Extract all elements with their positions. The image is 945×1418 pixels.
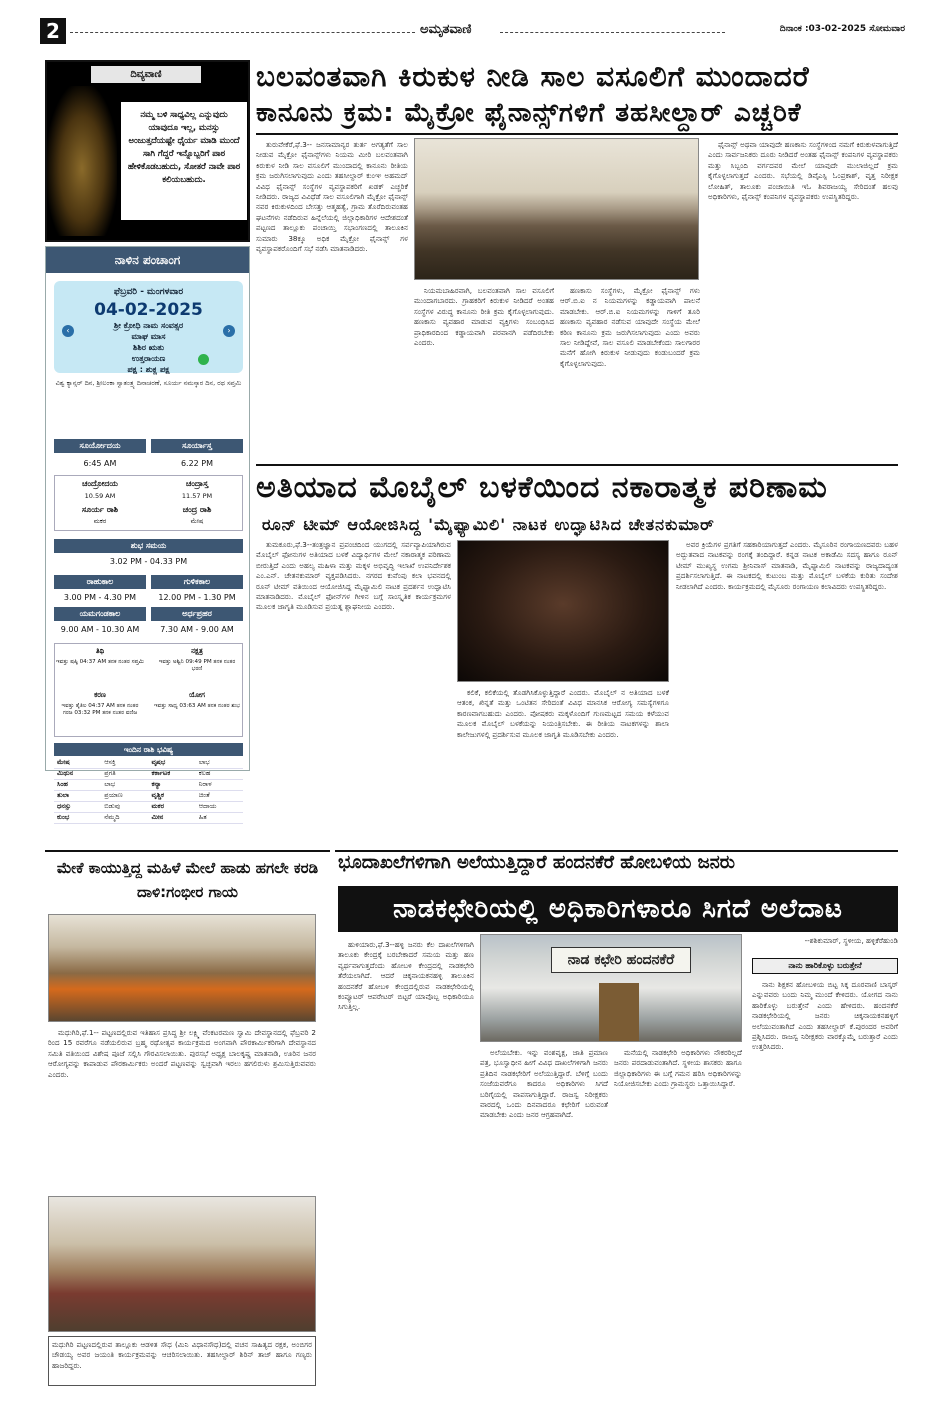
rashi-name: ಸಿಂಹ xyxy=(57,780,68,788)
rashi-row xyxy=(54,802,243,813)
divyavani-quote: ನಮ್ಮ ಬಳಿ ಸಾಧ್ಯವಿಲ್ಲ ಎನ್ನುವುದು ಯಾವುದೂ ಇಲ್ಲ, ಮನಸ್ಸು ಅಂಜುತ್ತದೆಯಷ್ಟೇ ಧೈರ್ಯ ಮಾಡಿ ಮುಂದೆ ಸಾಗಿ ಗೆದ್ದರೆ ಇನ್ನೊಬ್ಬರಿಗೆ ಪಾಠ ಹೇಳಿಕೊಡಬಹುದು, ಸೋತರೆ ನಾವೇ ಪಾಠ ಕಲಿಯಬಹುದು. xyxy=(121,102,247,220)
rashi-prediction: ಲಾಭ xyxy=(198,758,210,766)
month-day: ಫೆಬ್ರವರಿ - ಮಂಗಳವಾರ xyxy=(113,287,184,297)
article3-body-text: ಮಧುಗಿರಿ,ಫೆ.1-- ಪಟ್ಟಣದಲ್ಲಿರುವ ಇತಿಹಾಸ ಪ್ರಸಿದ್ಧ ಶ್ರೀ ಲಕ್ಷ್ಮಿ ವೆಂಕಟರಮಣ ಸ್ವಾಮಿ ದೇವಸ್ಥಾನದಲ್ಲಿ ಫೆಬ್ರವರಿ 2 ರಿಂದ 15 ರವರೆಗೂ ನಡೆಯಲಿರುವ ಬ್ರಹ್ಮ ರಥೋತ್ಸವ ಕಾರ್ಯಕ್ರಮದ ಅಂಗವಾಗಿ ಪೌರಕಾರ್ಮಿಕರಿಗಾಗಿ ದೇವಸ್ಥಾನದ ಸಮಿತಿ ವತಿಯಿಂದ ವಿಶೇಷ ಪೂಜೆ ಸಲ್ಲಿಸಿ ಗೌರವಿಸಲಾಯಿತು. ಪುರಸಭೆ ಅಧ್ಯಕ್ಷ ಬಾಲಕೃಷ್ಣ ಮಾತನಾಡಿ, ಊರಿನ ಜನರ ಆರೋಗ್ಯವನ್ನು ಕಾಪಾಡುವ ಪೌರಕಾರ್ಮಿಕರು ಅಂದರೆ ಪಟ್ಟಣವನ್ನು ಸ್ವಚ್ಛವಾಗಿ ಇರಲು ಹಗಲಿರುಳು ಶ್ರಮಿಸುತ್ತಿರುವವರು ಎಂದರು. xyxy=(48,1028,316,1079)
rashi-row xyxy=(54,769,243,780)
masa: ಮಾಘ ಮಾಸ xyxy=(131,332,166,341)
article3-headline: ಮೇಕೆ ಕಾಯುತ್ತಿದ್ದ ಮಹಿಳೆ ಮೇಲೆ ಹಾಡು ಹಗಲೇ ಕರಡಿ ದಾಳಿ:ಗಂಭೀರ ಗಾಯ xyxy=(56,859,319,901)
article1-col4 xyxy=(708,140,898,458)
article4-col2 xyxy=(480,1048,608,1380)
office-door xyxy=(599,983,639,1041)
rashi-name: ತುಲಾ xyxy=(57,791,70,799)
article1-col2-text: ನಿಯಮಬಾಹಿರವಾಗಿ, ಬಲವಂತವಾಗಿ ಸಾಲ ವಸೂಲಿಗೆ ಮುಂದಾಗಬಾರದು. ಗ್ರಾಹಕರಿಗೆ ಕಿರುಕುಳ ನೀಡಿದರೆ ಅಂತಹ ಸಂಸ್ಥೆಗಳ ವಿರುದ್ಧ ಕಾನೂನು ರೀತಿ ಕ್ರಮ ಕೈಗೊಳ್ಳಲಾಗುವುದು. ಹಣಕಾಸು ವ್ಯವಹಾರ ಮಾಡುವ ವ್ಯಕ್ತಿಗಳು ಸಂಬಂಧಿಸಿದ ಪ್ರಾಧಿಕಾರದಿಂದ ಕಡ್ಡಾಯವಾಗಿ ಪರವಾನಗಿ ಪಡೆದಿರಬೇಕು ಎಂದರು. xyxy=(414,286,554,348)
article2-headline: ಅತಿಯಾದ ಮೊಬೈಲ್ ಬಳಕೆಯಿಂದ ನಕಾರಾತ್ಮಕ ಪರಿಣಾಮ xyxy=(256,470,828,505)
rashi-row xyxy=(54,813,243,824)
article1-col4-text: ಫೈನಾನ್ಸ್ ಅಥವಾ ಯಾವುದೇ ಹಣಕಾಸು ಸಂಸ್ಥೆಗಳಿಂದ ನಮಗೆ ಕಿರುಕುಳವಾಗುತ್ತಿದೆ ಎಂದು ಸಾರ್ವಜನಿಕರು ದೂರು ನೀಡಿದರೆ ಅಂತಹ ಫೈನಾನ್ಸ್ ಕಂಪನಿಗಳ ವ್ಯವಸ್ಥಾಪಕರು ಮತ್ತು ಸಿಬ್ಬಂದಿ ವರ್ಗದವರ ಮೇಲೆ ಯಾವುದೇ ಮುಲಾಜಿಲ್ಲದೆ ಕ್ರಮ ಕೈಗೊಳ್ಳಲಾಗುತ್ತದೆ ಎಂದರು. ಸಭೆಯಲ್ಲಿ ಡಿವೈಎಸ್ಪಿ ಓಂಪ್ರಕಾಶ್, ವೃತ್ತ ನಿರೀಕ್ಷಕ ಲೋಹಿತ್, ತಾಲೂಕು ಪಂಚಾಯಿತಿ ಇಓ ಶಿವರಾಜಯ್ಯ ಸೇರಿದಂತೆ ಹಲವು ಅಧಿಕಾರಿಗಳು, ಫೈನಾನ್ಸ್ ಕಂಪನಿಗಳ ವ್ಯವಸ್ಥಾಪಕರು ಉಪಸ್ಥಿತರಿದ್ದರು. xyxy=(708,140,898,202)
nakshatra-value: ಇವತ್ತು ಅಶ್ವಿನಿ 09:49 PM ತನಕ ನಂತರ ಭರಣಿ xyxy=(158,659,236,672)
sunset-label: ಸೂರ್ಯಾಸ್ತ xyxy=(151,439,243,453)
article2-col1-text: ತುಮಕೂರು,ಫೆ.3--ತಂತ್ರಜ್ಞಾನ ಪ್ರಪಂಚದಿಂದ ಯುಗದಲ್ಲಿ ಸರ್ವವ್ಯಾಪಿಯಾಗಿರುವ ಮೊಬೈಲ್ ಫೋನುಗಳ ಅತಿಯಾದ ಬಳಕೆ ವಿದ್ಯಾರ್ಥಿಗಳ ಮೇಲೆ ನಕಾರಾತ್ಮಕ ಪರಿಣಾಮ ಬೀರುತ್ತಿದೆ ಎಂದು ಅಹಲ್ಯ ಮಹಿಳಾ ಮತ್ತು ಮಕ್ಕಳ ಅಭಿವೃದ್ಧಿ ಇಲಾಖೆ ಉಪನಿರ್ದೇಶಕ ಎಂ.ಎನ್. ಚೇತನಕುಮಾರ್ ವ್ಯಕ್ತಪಡಿಸಿದರು. ನಗರದ ಕುವೆಂಪು ಕಲಾ ಭವನದಲ್ಲಿ ರೂನ್ ಟೀಮ್ ವತಿಯಿಂದ ಆಯೋಜಿಸಿದ್ದ ಮೈಫ್ಯಾಮಿಲಿ ನಾಟಕ ಪ್ರದರ್ಶನ ಉದ್ಘಾಟಿಸಿ ಮಾತನಾಡಿದರು. ಮೊಬೈಲ್ ಫೋನ್‌ಗಳ ಗೀಳಿನ ಬಗ್ಗೆ ಸಾಂಸ್ಕೃತಿಕ ಕಾರ್ಯಕ್ರಮಗಳ ಮೂಲಕ ಜಾಗೃತಿ ಮೂಡಿಸುವ ಪ್ರಯತ್ನ ಶ್ಲಾಘನೀಯ ಎಂದರು. xyxy=(256,540,451,612)
stage-photo xyxy=(457,540,669,682)
group-photo-1 xyxy=(48,914,316,1022)
rashi-prediction: ಬಿಡುವು xyxy=(104,802,121,810)
sunset-time: 6.22 PM xyxy=(180,459,214,468)
rashi-prediction: ಪ್ರಗತಿ xyxy=(104,769,116,777)
article1-headline-line2: ಕಾನೂನು ಕ್ರಮ: ಮೈಕ್ರೋ ಫೈನಾನ್ಸ್‌ಗಳಿಗೆ ತಹಸೀಲ್ದಾರ್ ಎಚ್ಚರಿಕೆ xyxy=(256,98,802,128)
chandra-rashi: ಮೇಷ xyxy=(190,517,204,525)
karana-value: ಇವತ್ತು ತೈತಿಲ 04:37 AM ತನಕ ನಂತರ ಗರಜ 03:32 PM ತನಕ ನಂತರ ವಣಿಜ xyxy=(61,703,139,716)
article1-rule xyxy=(256,133,898,135)
article2-subhead: ರೂನ್ ಟೀಮ್ ಆಯೋಜಿಸಿದ್ದ 'ಮೈಫ್ಯಾಮಿಲಿ' ನಾಟಕ ಉದ್ಘಾಟಿಸಿದ ಚೇತನಕುಮಾರ್ xyxy=(262,515,715,534)
article2-col3-text: ಅವರ ಕ್ರಿಯೆಗಳ ಪ್ರಗತಿಗೆ ಸಹಕಾರಿಯಾಗುತ್ತದೆ ಎಂದರು. ಮೈಸೂರಿನ ರಂಗಾಯಣದವರು ಬಹಳ ಅದ್ಭುತವಾದ ನಾಟಕವನ್ನು ರಂಗಕ್ಕೆ ತಂದಿದ್ದಾರೆ. ಕನ್ನಡ ನಾಟಕ ಅಕಾಡೆಮಿ ಸದಸ್ಯ ಹಾಗೂ ರೂನ್ ಟೀಮ್ ಮುಖ್ಯಸ್ಥ ಉಗಮ ಶ್ರೀನಿವಾಸ್ ಮಾತನಾಡಿ, ಮೈಫ್ಯಾಮಿಲಿ ನಾಟಕವನ್ನು ರಾಜ್ಯದಾದ್ಯಂತ ಪ್ರದರ್ಶಿಸಲಾಗುತ್ತಿದೆ. ಈ ನಾಟಕದಲ್ಲಿ ಕುಟುಂಬ ಮತ್ತು ಮೊಬೈಲ್ ಬಳಕೆಯ ಕುರಿತು ಸಂದೇಶ ನೀಡಲಾಗಿದೆ ಎಂದರು. ಕಾರ್ಯಕ್ರಮದಲ್ಲಿ ಮೈಸೂರು ರಂಗಾಯಣ ಕಲಾವಿದರು ಉಪಸ್ಥಿತರಿದ್ದರು. xyxy=(676,540,898,591)
rashi-prediction: ಆದಾಯ xyxy=(198,802,217,810)
rashi-name: ಕನ್ಯಾ xyxy=(151,780,162,788)
meeting-photo xyxy=(414,138,699,280)
panchanga-date-card xyxy=(54,281,243,373)
article2-col3 xyxy=(676,540,898,844)
article4-byline: --ಶಶಿಕುಮಾರ್, ಸ್ಥಳೀಯ, ಹಳ್ಳಿಕೆರೆಹುಂಡಿ xyxy=(804,936,898,945)
rashi-row xyxy=(54,758,243,769)
surya-rashi: ಮಕರ xyxy=(93,517,107,525)
rashi-name: ಮಿಥುನ xyxy=(57,769,74,777)
rahu-label: ರಾಹುಕಾಲ xyxy=(54,575,146,589)
article1-col3-text: ಹಣಕಾಸು ಸಂಸ್ಥೆಗಳು, ಮೈಕ್ರೋ ಫೈನಾನ್ಸ್ ಗಳು ಆರ್.ಬಿ.ಐ ನ ನಿಯಮಗಳನ್ನು ಕಡ್ಡಾಯವಾಗಿ ಪಾಲನೆ ಮಾಡಬೇಕು. ಆರ್.ಬಿ.ಐ ನಿಯಮಗಳನ್ನು ಗಾಳಿಗೆ ತೂರಿ ಹಣಕಾಸು ವ್ಯವಹಾರ ನಡೆಸುವ ಯಾವುದೇ ಸಂಸ್ಥೆಯ ಮೇಲೆ ಕಠಿಣ ಕಾನೂನು ಕ್ರಮ ಜರುಗಿಸಲಾಗುವುದು ಎಂದು ಅವರು ಸಾಲ ನೀಡಿದ್ದೇವೆ, ಸಾಲ ವಸೂಲಿ ಮಾಡಬೇಕೆಂದು ಸಾಲಗಾರರ ಮನೆಗೆ ಹೋಗಿ ಕಿರುಕುಳ ನೀಡುವುದು ಕಂಡುಬಂದರೆ ಕ್ರಮ ಕೈಗೊಳ್ಳಲಾಗುವುದು. xyxy=(560,286,700,368)
article4-col3 xyxy=(614,1048,742,1380)
whatsapp-icon[interactable] xyxy=(198,354,209,365)
divyavani-box xyxy=(45,60,250,242)
ardha-label: ಅರ್ಧಪ್ರಹರ xyxy=(151,607,243,621)
rashi-name: ವೃಷಭ xyxy=(151,758,166,766)
rashi-prediction: ಕಲಹ xyxy=(198,769,211,777)
yama-time: 9.00 AM - 10.30 AM xyxy=(60,625,140,634)
moonset-time: 11.57 PM xyxy=(181,492,213,500)
article4-col4 xyxy=(752,936,898,956)
article2-col1 xyxy=(256,540,451,844)
gulika-label: ಗುಳಿಕಕಾಲ xyxy=(151,575,243,589)
article4-col3-text: ಮನೆಯಲ್ಲಿ ನಾಡಕಛೇರಿ ಅಧಿಕಾರಿಗಳು ನೌಕರರಿಲ್ಲದೆ ಜನರು ಪರದಾಡುವಂತಾಗಿದೆ. ಸ್ಥಳೀಯ ಶಾಸಕರು ಹಾಗೂ ಜಿಲ್ಲಾಧಿಕಾರಿಗಳು ಈ ಬಗ್ಗೆ ಗಮನ ಹರಿಸಿ ಅಧಿಕಾರಿಗಳನ್ನು ನಿಯೋಜಿಸಬೇಕು ಎಂದು ಗ್ರಾಮಸ್ಥರು ಒತ್ತಾಯಿಸಿದ್ದಾರೆ. xyxy=(614,1048,742,1089)
rashi-name: ವೃಶ್ಚಿಕ xyxy=(151,791,164,799)
rashi-title: ಇಂದಿನ ರಾಶಿ ಭವಿಷ್ಯ xyxy=(54,743,243,756)
article3-caption xyxy=(48,1336,316,1386)
rashi-name: ಕರ್ಕಾಟಕ xyxy=(151,769,171,777)
header-divider-left xyxy=(70,32,415,33)
office-photo xyxy=(480,934,742,1042)
rashi-name: ಮೀನ xyxy=(151,813,164,821)
article3-rule xyxy=(45,850,330,852)
tithi-grid xyxy=(54,643,243,737)
sunrise-time: 6:45 AM xyxy=(83,459,117,468)
sunrise-label: ಸೂರ್ಯೋದಯ xyxy=(54,439,146,453)
article4-headline-line2: ನಾಡಕಛೇರಿಯಲ್ಲಿ ಅಧಿಕಾರಿಗಳಾರೂ ಸಿಗದೆ ಅಲೆದಾಟ xyxy=(338,886,898,932)
article4-headline-line1: ಭೂದಾಖಲೆಗಳಿಗಾಗಿ ಅಲೆಯುತ್ತಿದ್ದಾರೆ ಹಂದನಕೆರೆ ಹೋಬಳಿಯ ಜನರು xyxy=(338,852,898,873)
divyavani-title: ದಿವ್ಯವಾಣಿ xyxy=(91,66,201,83)
moonrise-label: ಚಂದ್ರೋದಯ xyxy=(82,479,118,488)
ayana: ಉತ್ತರಾಯಣ xyxy=(131,354,166,363)
article4-col2-text: ಅಲೆಯಬೇಕು. ಇನ್ನು ವಂಶವೃಕ್ಷ, ಜಾತಿ ಪ್ರಮಾಣ ಪತ್ರ, ಭೂಸ್ವಾಧೀನ ಹೀಗೆ ವಿವಿಧ ದಾಖಲೆಗಳಿಗಾಗಿ ಜನರು ಪ್ರತಿದಿನ ನಾಡಕಛೇರಿಗೆ ಅಲೆಯುತ್ತಿದ್ದಾರೆ. ಬೆಳಿಗ್ಗೆ ಬಂದು ಸಂಜೆಯವರೆಗೂ ಕಾದರೂ ಅಧಿಕಾರಿಗಳು ಸಿಗದೆ ಬರಿಗೈಯಲ್ಲಿ ವಾಪಸಾಗುತ್ತಿದ್ದಾರೆ. ರಾಜಸ್ವ ನಿರೀಕ್ಷಕರು ವಾರದಲ್ಲಿ ಒಂದು ದಿನವಾದರೂ ಕಛೇರಿಗೆ ಬರುವಂತೆ ಮಾಡಬೇಕು ಎಂದು ಜನರ ಆಗ್ರಹವಾಗಿದೆ. xyxy=(480,1048,608,1120)
rashi-name: ಮಕರ xyxy=(151,802,165,810)
article1-col2 xyxy=(414,286,554,458)
rashi-prediction: ನಿರಾಳ xyxy=(198,780,212,788)
office-sign: ನಾಡ ಕಛೇರಿ ಹಂದನಕೆರೆ xyxy=(551,947,691,973)
group-photo-2 xyxy=(48,1196,316,1332)
article1-col3 xyxy=(560,286,700,458)
article4-col1 xyxy=(338,940,474,1380)
panchanga-title: ನಾಳಿನ ಪಂಚಾಂಗ xyxy=(46,247,249,273)
shubha-time: 3.02 PM - 04.33 PM xyxy=(109,557,188,566)
rashi-prediction: ಚಿಂತೆ xyxy=(198,791,210,799)
ritu: ಶಿಶಿರ ಋತು xyxy=(132,343,165,352)
yoga-label: ಯೋಗ xyxy=(189,691,205,699)
rashi-prediction: ನೆಮ್ಮದಿ xyxy=(104,813,120,821)
article4-col4b xyxy=(752,980,898,1380)
paksha: ಪಕ್ಷ : ಶುಕ್ಲ ಪಕ್ಷ xyxy=(127,365,170,374)
rashi-row xyxy=(54,780,243,791)
rahu-time: 3.00 PM - 4.30 PM xyxy=(63,593,137,602)
article1-col1-text: ತುರುವೇಕೆರೆ,ಫೆ.3-- ಜನಸಾಮಾನ್ಯರ ತುರ್ತ ಅಗತ್ಯತೆಗೆ ಸಾಲ ನೀಡುವ ಮೈಕ್ರೋ ಫೈನಾನ್ಸ್‌ಗಳು ನಿಯಮ ಮೀರಿ ಬಲವಂತವಾಗಿ ಕಿರುಕುಳ ನೀಡಿ ಸಾಲ ವಸೂಲಿಗೆ ಮುಂದಾದಲ್ಲಿ ಕಾನೂನು ರೀತಿಯ ಕ್ರಮ ಜರುಗಿಸಲಾಗುವುದು ಎಂದು ತಹಸೀಲ್ದಾರ್ ಕುಂಞ ಅಹಮದ್ ವಿವಿಧ ಫೈನಾನ್ಸ್ ಸಂಸ್ಥೆಗಳ ವ್ಯವಸ್ಥಾಪಕರಿಗೆ ಖಡಕ್ ಎಚ್ಚರಿಕೆ ನೀಡಿದರು. ರಾಜ್ಯದ ವಿವಿಧೆಡೆ ಸಾಲ ವಸೂಲಿಗಾಗಿ ಮೈಕ್ರೋ ಫೈನಾನ್ಸ್ ನವರ ಕಿರುಕುಳದಿಂದ ಬೇಸತ್ತು ಆತ್ಮಹತ್ಯೆ, ಗ್ರಾಮ ತೊರೆದಿರುವಂತಹ ಘಟನೆಗಳು ನಡೆದಿರುವ ಹಿನ್ನೆಲೆಯಲ್ಲಿ ಜಿಲ್ಲಾಧಿಕಾರಿಗಳ ಆದೇಶದಂತೆ ಪಟ್ಟಣದ ತಾಲ್ಲೂಕು ಪಂಚಾಯ್ತಿ ಸಭಾಂಗಣದಲ್ಲಿ ತಾಲೂಕಿನ ಸುಮಾರು 38ಕ್ಕೂ ಅಧಿಕ ಮೈಕ್ರೋ ಫೈನಾನ್ಸ್ ಗಳ ವ್ಯವಸ್ಥಾಪಕರೊಂದಿಗೆ ಸಭೆ ನಡೆಸಿ ಮಾತನಾಡಿದರು. xyxy=(256,140,408,254)
panchanga-date: 04-02-2025 xyxy=(94,300,203,320)
gulika-time: 12.00 PM - 1.30 PM xyxy=(158,593,236,602)
tithi-value: ಇವತ್ತು ಷಷ್ಠಿ 04:37 AM ತನಕ ನಂತರ ಸಪ್ತಮಿ xyxy=(56,659,144,665)
rashi-name: ಮೇಷ xyxy=(57,758,70,766)
article1-col1 xyxy=(256,140,408,458)
article4-col1-text: ಹುಳಿಯಾರು,ಫೆ.3--ಹಳ್ಳಿ ಜನರು ಕೆಲ ದಾಖಲೆಗಳಿಗಾಗಿ ತಾಲೂಕು ಕೇಂದ್ರಕ್ಕೆ ಬರಬೇಕಾದರೆ ಸಮಯ ಮತ್ತು ಹಣ ವ್ಯರ್ಥವಾಗುತ್ತದೆಂದು ಹೋಬಳಿ ಕೇಂದ್ರದಲ್ಲಿ ನಾಡಕಛೇರಿ ತೆರೆಯಲಾಗಿದೆ. ಆದರೆ ಚಿಕ್ಕನಾಯಕನಹಳ್ಳಿ ತಾಲೂಕಿನ ಹಂದನಕೆರೆ ಹೋಬಳಿ ಕೇಂದ್ರದಲ್ಲಿರುವ ನಾಡಕಛೇರಿಯಲ್ಲಿ ಕಂಪ್ಯೂಟರ್ ಆಪರೇಟರ್ ಬಿಟ್ಟರೆ ಯಾವೊಬ್ಬ ಅಧಿಕಾರಿಯೂ ಸಿಗುತ್ತಿಲ್ಲ. xyxy=(338,940,474,1012)
karana-label: ಕರಣ xyxy=(94,691,106,699)
yama-label: ಯಮಗಂಡಕಾಲ xyxy=(54,607,146,621)
issue-date: ದಿನಾಂಕ :03-02-2025 ಸೋಮವಾರ xyxy=(779,24,905,34)
article4-badge: ನಾನು ಹಾರಿಕೊಳ್ಳು ಬರುತ್ತೇನೆ xyxy=(752,958,898,974)
rashi-name: ಕುಂಭ xyxy=(57,813,70,821)
surya-rashi-label: ಸೂರ್ಯ ರಾಶಿ xyxy=(81,505,119,514)
rashi-row xyxy=(54,791,243,802)
moonrise-time: 10.59 AM xyxy=(84,492,116,500)
nakshatra-label: ನಕ್ಷತ್ರ xyxy=(191,647,203,655)
tithi-label: ತಿಥಿ xyxy=(95,647,105,655)
article4-col4b-text: ನಾನು ಶಿಕ್ಷಕನ ಹೋಬಳಿಯ ಬಿಟ್ಟ ಸಿಕ್ಕ ದೂರವಾಣಿ ಬಾಸ್ಕರ್ ಎನ್ನುವವರು ಬಂದು ನಿಮ್ಮ ಮುಂದೆ ಕೇಳಿದರು. ಯೋಗದ ನಾನು ಹಾರಿಕೊಳ್ಳು ಬರುತ್ತೇನೆ ಎಂದು ಹೇಳಿದರು. ಹಂದನಕೆರೆ ನಾಡಕಛೇರಿಯಲ್ಲಿ ಜನರು ಚಿಕ್ಕನಾಯಕನಹಳ್ಳಿಗೆ ಅಲೆಯುವಂತಾಗಿದೆ ಎಂದು ತಹಸೀಲ್ದಾರ್ ಕೆ.ಪುರಂದರ ಅವರಿಗೆ ಪ್ರಶ್ನಿಸಿದರು. ರಾಜಸ್ವ ನಿರೀಕ್ಷಕರು ವಾರಕ್ಕೊಮ್ಮೆ ಬರುತ್ತಾರೆ ಎಂದು ಉತ್ತರಿಸಿದರು. xyxy=(752,980,898,1052)
rashi-prediction: ಪ್ರಯಾಣ xyxy=(104,791,123,799)
chevron-left-icon[interactable]: ‹ xyxy=(62,325,74,337)
panchanga-panel xyxy=(45,246,250,821)
chevron-right-icon[interactable]: › xyxy=(223,325,235,337)
shubha-label: ಶುಭ ಸಮಯ xyxy=(54,539,243,553)
article3-caption-text: ಮಧುಗಿರಿ ಪಟ್ಟಣದಲ್ಲಿರುವ ತಾಲ್ಲೂಕು ಆಡಳಿತ ಸೌಧ (ಮಿನಿ ವಿಧಾನಸೌಧ)ದಲ್ಲಿ ವಚನ ಸಾಹಿತ್ಯದ ರಕ್ಷಕ, ಅಂಬಿಗರ ಚೌಡಯ್ಯ ಅವರ ಜಯಂತಿ ಕಾರ್ಯಕ್ರಮವನ್ನು ಆಚರಿಸಲಾಯಿತು. ತಹಸೀಲ್ದಾರ್ ಶಿರಿನ್ ತಾಜ್ ಹಾಗೂ ಗಣ್ಯರು ಹಾಜರಿದ್ದರು. xyxy=(52,1340,312,1370)
rashi-prediction: ಹಿತ xyxy=(198,813,207,821)
yoga-value: ಇವತ್ತು ಸಾಧ್ಯ 03:63 AM ತನಕ ನಂತರ ಶುಭ xyxy=(154,703,240,709)
panchanga-note: ವಿಶ್ವ ಕ್ಯಾನ್ಸರ್ ದಿನ, ಶ್ರೀಲಂಕಾ ಸ್ವಾತಂತ್ರ್ಯ ದಿನಾಚರಣೆ, ಸೂರ್ಯ ನಮಸ್ಕಾರ ದಿನ, ರಥ ಸಪ್ತಮಿ xyxy=(55,379,242,387)
article3-body xyxy=(48,1028,316,1190)
rashi-prediction: ಲಾಭ xyxy=(104,780,116,788)
rashi-name: ಧನಸ್ಸು xyxy=(57,802,71,810)
header-divider-right xyxy=(500,32,725,33)
moonset-label: ಚಂದ್ರಾಸ್ತ xyxy=(185,479,209,488)
article2-rule-top xyxy=(256,464,898,466)
article2-col2 xyxy=(457,688,669,844)
page-number: 2 xyxy=(40,18,66,44)
samvatsara: ಶ್ರೀ ಕ್ರೋಧಿ ನಾಮ ಸಂವತ್ಸರ xyxy=(113,321,184,330)
ardha-time: 7.30 AM - 9.00 AM xyxy=(160,625,234,634)
rashi-prediction: ಆಸಕ್ತಿ xyxy=(104,758,116,766)
chandra-rashi-label: ಚಂದ್ರ ರಾಶಿ xyxy=(182,505,212,514)
article2-col2-text: ಕಲಿಕೆ, ಕಲಿಕೆಯಲ್ಲಿ ತೊಡಗಿಸಿಕೊಳ್ಳುತ್ತಿದ್ದಾರೆ ಎಂದರು. ಮೊಬೈಲ್ ನ ಅತಿಯಾದ ಬಳಕೆ ಆತಂಕ, ಖಿನ್ನತೆ ಮತ್ತು ಒಂಟಿತನ ಸೇರಿದಂತೆ ವಿವಿಧ ಮಾನಸಿಕ ಆರೋಗ್ಯ ಸಮಸ್ಯೆಗಳಿಗೂ ಕಾರಣವಾಗಬಹುದು ಎಂದರು. ಪೋಷಕರು ಮಕ್ಕಳೊಂದಿಗೆ ಗುಣಮಟ್ಟದ ಸಮಯ ಕಳೆಯುವ ಮೂಲಕ ಮೊಬೈಲ್ ಬಳಕೆಯನ್ನು ನಿಯಂತ್ರಿಸಬೇಕು. ಈ ರೀತಿಯ ನಾಟಕಗಳನ್ನು ಶಾಲಾ ಕಾಲೇಜುಗಳಲ್ಲಿ ಪ್ರದರ್ಶಿಸುವ ಮೂಲಕ ಜಾಗೃತಿ ಮೂಡಿಸಬೇಕು ಎಂದರು. xyxy=(457,688,669,739)
newspaper-name: ಅಮೃತವಾಣಿ xyxy=(420,22,472,37)
buddha-image xyxy=(47,86,117,236)
article1-headline-line1: ಬಲವಂತವಾಗಿ ಕಿರುಕುಳ ನೀಡಿ ಸಾಲ ವಸೂಲಿಗೆ ಮುಂದಾದರೆ xyxy=(256,60,810,93)
